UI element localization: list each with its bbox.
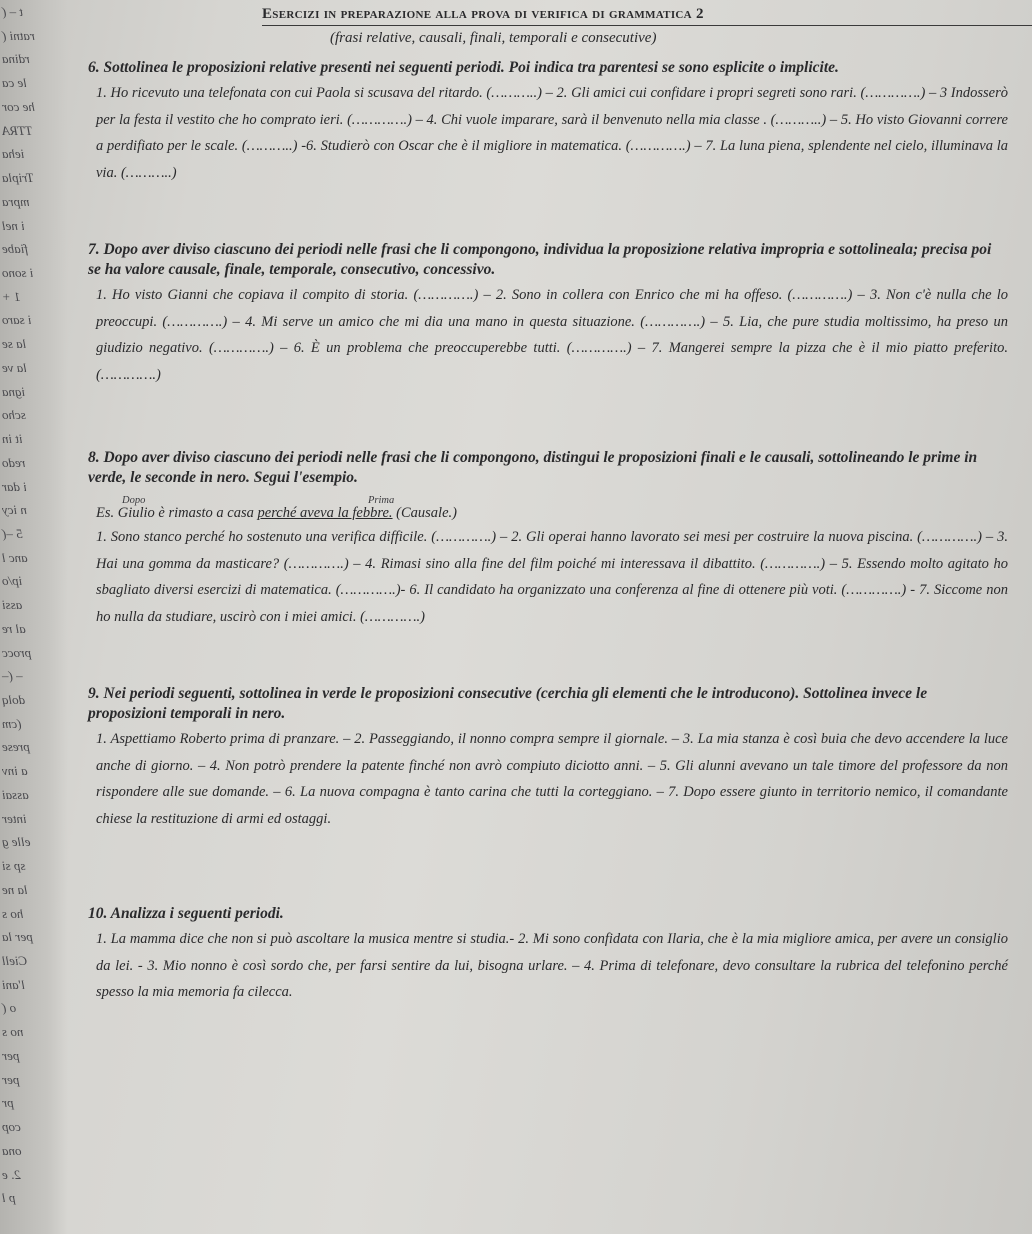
gutter-fragment: ona [2, 1142, 22, 1158]
gutter-fragment: le ca [2, 75, 27, 91]
gutter-fragment: ieha [2, 146, 25, 162]
gutter-fragment: i sono [2, 264, 34, 280]
gutter-fragment: a inv [2, 763, 28, 779]
gutter-fragment: l'ani [2, 976, 26, 992]
handwritten-note-dopo: Dopo [122, 495, 146, 506]
exercise-10 [88, 904, 1008, 1006]
gutter-fragment: per la [2, 929, 33, 945]
gutter-fragment: cop [2, 1119, 21, 1135]
gutter-fragment: scho [2, 407, 26, 423]
page-header-title: Esercizi in preparazione alla prova di verifica di grammatica 2 [262, 6, 1032, 26]
gutter-fragment: Ciell [2, 953, 28, 969]
exercise-8-sentences: 1. Sono stanco perché ho sostenuto una verifica difficile. (………….) – 2. Gli operai hanno lavorato sei mesi per costruire la nuova piscina. (………….) – 3. Hai una gomma da masticare? (………….) – 4. Rimasi sino alla fine del film poiché mi interessava il dibattito. (………….) – 5. Essendo molto agitato ho sbagliato diversi esercizi di matematica. (………….)- 6. Il candidato ha organizzato una conferenza al fine di ottenere più voti. (………….) - 7. Siccome non ho nulla da studiare, uscirò con i miei amici. (………….) [96, 529, 1008, 625]
gutter-fragment: he cor [2, 98, 35, 114]
gutter-fragment: per [2, 1047, 20, 1063]
gutter-fragment: n icy [2, 502, 27, 518]
gutter-fragment: rdina [2, 51, 30, 67]
exercise-9 [88, 684, 1008, 832]
previous-page-gutter [0, 0, 68, 1234]
gutter-fragment: dolq [2, 692, 26, 708]
handwritten-note-prima: Prima [368, 495, 395, 506]
exercise-6-instructions: 6. Sottolinea le proposizioni relative presenti nei seguenti periodi. Poi indica tra parentesi se sono esplicite o implicite. [88, 59, 839, 76]
gutter-fragment: no s [2, 1024, 24, 1040]
gutter-fragment: anc l [2, 549, 28, 565]
gutter-fragment: assi [2, 597, 23, 613]
gutter-fragment: i dar [2, 478, 27, 494]
exercise-7-sentences: 1. Ho visto Gianni che copiava il compito di storia. (………….) – 2. Sono in collera con Enrico che mi ha offeso. (………….) – 3. Non c'è nulla che lo preoccupi. (………….) – 4. Mi serve un amico che mi dia una mano in questa situazione. (………….) – 5. Lia, che pure studia moltissimo, ha preso un giudizio negativo. (………….) – 6. È un problema che preoccuperebbe tutti. (………….) – 7. Mangerei sempre la pizza che è il mio piatto preferito. (………….) [96, 287, 1008, 383]
gutter-fragment: al re [2, 620, 26, 636]
gutter-fragment: assai [2, 786, 29, 802]
exercise-10-instructions: 10. Analizza i seguenti periodi. [88, 905, 284, 922]
gutter-fragment: procc [2, 644, 32, 660]
gutter-fragment: elle g [2, 834, 31, 850]
exercise-9-sentences: 1. Aspettiamo Roberto prima di pranzare. – 2. Passeggiando, il nonno compra sempre il giornale. – 3. La mia stanza è così buia che devo accendere la luce anche di giorno. – 4. Non potrò prendere la patente finché non avrò compiuto diciotto anni. – 5. Gli alunni avevano un tale timore del professore da non rispondere alle sue domande. – 6. La nuova compagna è tanto carina che tutti la corteggiano. – 7. Dopo essere giunto in territorio nemico, il comandante chiese la restituzione di armi ed ostaggi. [96, 731, 1008, 827]
gutter-fragment: ratni ( [2, 27, 35, 43]
gutter-fragment: prese [2, 739, 30, 755]
exercise-8 [88, 448, 1008, 630]
gutter-fragment: 5 –( [2, 525, 23, 541]
example-text-before: Es. Giulio è rimasto a casa [96, 505, 258, 521]
gutter-fragment: ho s [2, 905, 24, 921]
gutter-fragment: t – ( [2, 4, 23, 19]
gutter-fragment: la se [2, 336, 27, 352]
gutter-fragment: o ( [2, 1000, 17, 1016]
gutter-fragment: la ne [2, 881, 28, 897]
gutter-fragment: redo [2, 454, 26, 470]
page-subtitle: (frasi relative, causali, finali, temporali e consecutive) [330, 30, 657, 46]
gutter-fragment: Tripla [2, 170, 34, 186]
gutter-fragment: mpra [2, 193, 30, 209]
exercise-7 [88, 240, 1008, 388]
exercise-8-instructions: 8. Dopo aver diviso ciascuno dei periodi nelle frasi che li compongono, distingui le proposizioni finali e le causali, sottolineando le prime in verde, le seconde in nero. Segui l'esempio. [88, 449, 978, 486]
gutter-fragment: per [2, 1071, 20, 1087]
gutter-fragment: i nel [2, 217, 25, 233]
gutter-fragment: igna [2, 383, 26, 399]
example-underlined-clause: perché aveva la febbre. [257, 505, 393, 521]
exercise-7-instructions: 7. Dopo aver diviso ciascuno dei periodi nelle frasi che li compongono, individua la proposizione relativa impropria e sottolineala; precisa poi se ha valore causale, finale, temporale, consecutivo, concessivo. [88, 241, 992, 278]
gutter-fragment: 1 + [2, 288, 21, 304]
exercise-10-sentences: 1. La mamma dice che non si può ascoltare la musica mentre si studia.- 2. Mi sono confidata con Ilaria, che è la mia migliore amica, per avere un consiglio da lei. - 3. Mio nonno è così sordo che, per farsi sentire da lui, bisogna urlare. – 4. Prima di telefonare, devo consultare la rubrica del telefonino perché spesso la mia memoria fa cilecca. [96, 931, 1008, 1000]
gutter-fragment: 2. e [2, 1166, 21, 1182]
gutter-fragment: ip/o [2, 573, 23, 589]
gutter-fragment: inter [2, 810, 27, 826]
gutter-fragment: TTRA [2, 122, 33, 138]
example-text-after: (Causale.) [392, 505, 457, 521]
gutter-fragment: pr [2, 1095, 14, 1111]
exercise-8-example [96, 495, 1008, 524]
gutter-fragment: la ve [2, 359, 27, 375]
gutter-fragment: p l [2, 1190, 16, 1206]
exercise-6 [88, 58, 1008, 186]
gutter-fragment: (cm [2, 715, 22, 731]
exercise-6-sentences: 1. Ho ricevuto una telefonata con cui Paola si scusava del ritardo. (………..) – 2. Gli amici cui confidare i propri segreti sono rari. (………….) – 3 Indosserò per la festa il vestito che ho comprato ieri. (………….) – 4. Chi vuole imparare, sarà il benvenuto nella mia classe . (………..) – 5. Ho visto Giovanni correre a perdifiato per le scale. (………..) -6. Studierò con Oscar che è il migliore in matematica. (………….) – 7. La luna piena, splendente nel cielo, illuminava la via. (………..) [96, 85, 1008, 181]
gutter-fragment: it in [2, 431, 23, 447]
exercise-9-instructions: 9. Nei periodi seguenti, sottolinea in verde le proposizioni consecutive (cerchia gli elementi che le introducono). Sottolinea invece le proposizioni temporali in nero. [88, 685, 928, 722]
gutter-fragment: i saro [2, 312, 32, 328]
gutter-fragment: – (– [2, 668, 23, 684]
gutter-fragment: sp si [2, 858, 26, 874]
gutter-fragment: fiabe [2, 241, 28, 257]
